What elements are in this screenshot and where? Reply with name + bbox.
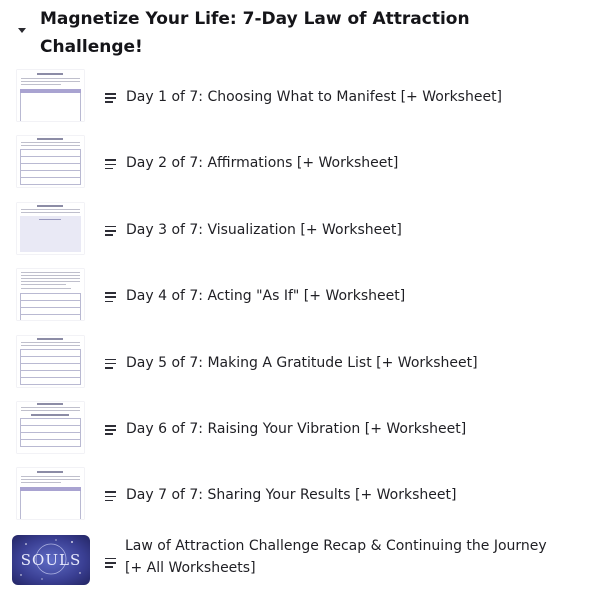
lesson-item-day-1[interactable] [0, 66, 600, 132]
lesson-item-day-4[interactable] [0, 265, 600, 331]
worksheet-thumbnail [17, 269, 84, 320]
text-lines-icon [105, 93, 116, 106]
worksheet-thumbnail [17, 203, 84, 254]
lesson-item-day-2[interactable] [0, 132, 600, 198]
text-lines-icon [105, 292, 116, 305]
text-lines-icon [105, 226, 116, 239]
section-header[interactable] [0, 0, 600, 64]
lesson-title[interactable]: Day 7 of 7: Sharing Your Results [+ Worksheet] [126, 487, 457, 504]
lesson-item-day-7[interactable] [0, 464, 600, 530]
lesson-title[interactable]: Day 5 of 7: Making A Gratitude List [+ Worksheet] [126, 354, 478, 371]
worksheet-thumbnail [17, 402, 84, 453]
lesson-item-day-5[interactable] [0, 332, 600, 398]
lesson-title[interactable]: Day 2 of 7: Affirmations [+ Worksheet] [126, 155, 399, 172]
worksheet-thumbnail [17, 336, 84, 387]
caret-down-icon[interactable] [18, 28, 26, 33]
text-lines-icon [105, 425, 116, 438]
logo-text: SOULS [20, 550, 82, 569]
text-lines-icon [105, 491, 116, 504]
lesson-title[interactable]: Law of Attraction Challenge Recap & Continuing the Journey [+ All Worksheets] [125, 537, 547, 576]
lesson-list [0, 66, 600, 601]
text-lines-icon [105, 359, 116, 372]
souls-logo-thumbnail [12, 535, 90, 585]
section-title: Magnetize Your Life: 7-Day Law of Attraction Challenge! [40, 9, 470, 57]
souls-logo [12, 535, 90, 585]
lesson-title[interactable]: Day 1 of 7: Choosing What to Manifest [+ Worksheet] [126, 89, 503, 105]
lesson-title[interactable]: Day 3 of 7: Visualization [+ Worksheet] [126, 221, 402, 238]
worksheet-thumbnail [17, 468, 84, 519]
lesson-item-day-3[interactable] [0, 199, 600, 265]
text-lines-icon [105, 159, 116, 172]
lesson-item-day-6[interactable] [0, 398, 600, 464]
lesson-title[interactable]: Day 4 of 7: Acting "As If" [+ Worksheet] [126, 288, 406, 305]
lesson-title[interactable]: Day 6 of 7: Raising Your Vibration [+ Worksheet] [126, 420, 467, 437]
worksheet-thumbnail [17, 136, 84, 187]
worksheet-thumbnail [17, 70, 84, 121]
text-lines-icon [105, 558, 116, 571]
lesson-item-recap[interactable] [0, 531, 600, 601]
